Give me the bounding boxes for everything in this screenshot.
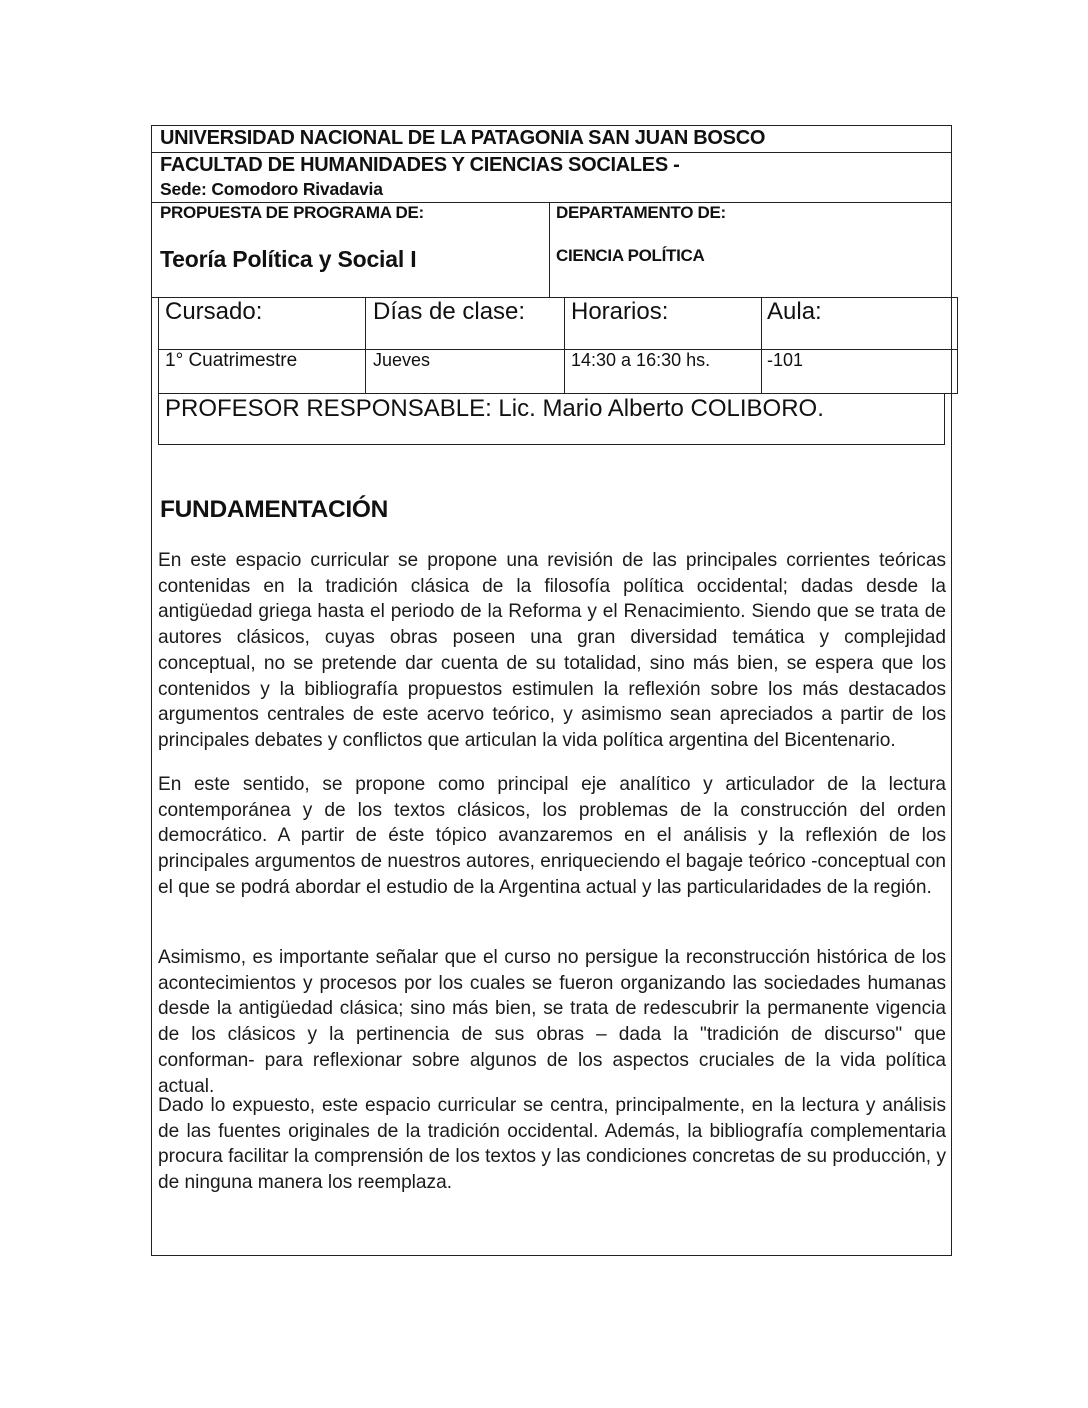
rule [944, 393, 945, 445]
faculty-name: FACULTAD DE HUMANIDADES Y CIENCIAS SOCIALES - [160, 154, 680, 176]
department-name: CIENCIA POLÍTICA [556, 246, 705, 265]
rule [158, 297, 958, 298]
subject-title: Teoría Política y Social I [160, 246, 417, 272]
schedule-header-dias: Días de clase: [373, 298, 526, 325]
rule [957, 297, 958, 394]
rule [549, 202, 550, 298]
program-label: PROPUESTA DE PROGRAMA DE: [160, 203, 424, 222]
schedule-header-cursado: Cursado: [165, 298, 263, 325]
paragraph: En este espacio curricular se propone una revisión de las principales corrientes teóricas contenidas en la tradición clásica de la filosofía política occidental; dadas desde la antigüedad griega hasta el periodo de la Reforma y el Renacimiento. Siendo que se trata de autores clásicos, cuyas obras poseen una gran diversidad temática y complejidad conceptual, no se pretende dar cuenta de su totalidad, sino más bien, se espera que los contenidos y la bibliografía propuestos estimulen la reflexión sobre los más destacados argumentos centrales de este acervo teórico, y asimismo sean apreciados a partir de los principales debates y conflictos que articulan la vida política argentina del Bicentenario. [158, 550, 946, 751]
schedule-value-horarios: 14:30 a 16:30 hs. [571, 350, 711, 370]
paragraph: En este sentido, se propone como principal eje analítico y articulador de la lectura contemporánea y de los textos clásicos, los problemas de la construcción del orden democrático. A partir de éste tópico avanzaremos en el análisis y la reflexión de los principales argumentos de nuestros autores, enriqueciendo el bagaje teórico -conceptual con el que se podrá abordar el estudio de la Argentina actual y las particularidades de la región. [158, 774, 946, 898]
rule [365, 297, 366, 394]
department-label: DEPARTAMENTO DE: [556, 203, 726, 222]
sede: Sede: Comodoro Rivadavia [160, 179, 383, 199]
rule [564, 297, 565, 394]
schedule-value-cursado: 1° Cuatrimestre [165, 350, 298, 371]
rule [158, 393, 958, 394]
schedule-header-horarios: Horarios: [571, 298, 669, 325]
university-name: UNIVERSIDAD NACIONAL DE LA PATAGONIA SAN JUAN BOSCO [160, 127, 766, 149]
schedule-value-aula: -101 [767, 350, 804, 370]
schedule-header-aula: Aula: [767, 298, 822, 325]
paragraph: Asimismo, es importante señalar que el curso no persigue la reconstrucción histórica de los acontecimientos y procesos por los cuales se fueron organizando las sociedades humanas desde la antigüedad clásica; sino más bien, se trata de redescubrir la permanente vigencia de los clásicos y la pertinencia de sus obras – dada la "tradición de discurso" que conforman- para reflexionar sobre algunos de los aspectos cruciales de la vida política actual. [158, 947, 946, 1097]
professor-responsible: PROFESOR RESPONSABLE: Lic. Mario Alberto COLIBORO. [165, 395, 824, 422]
section-title: FUNDAMENTACIÓN [160, 496, 389, 523]
paragraph: Dado lo expuesto, este espacio curricular se centra, principalmente, en la lectura y análisis de las fuentes originales de la tradición occidental. Además, la bibliografía complementaria procura facilitar la comprensión de los textos y las condiciones concretas de su producción, y de ninguna manera los reemplaza. [158, 1095, 946, 1194]
schedule-value-dias: Jueves [373, 350, 431, 370]
rule [158, 393, 159, 445]
rule [151, 152, 952, 153]
rule [761, 297, 762, 394]
rule [158, 444, 945, 445]
rule [158, 297, 159, 394]
